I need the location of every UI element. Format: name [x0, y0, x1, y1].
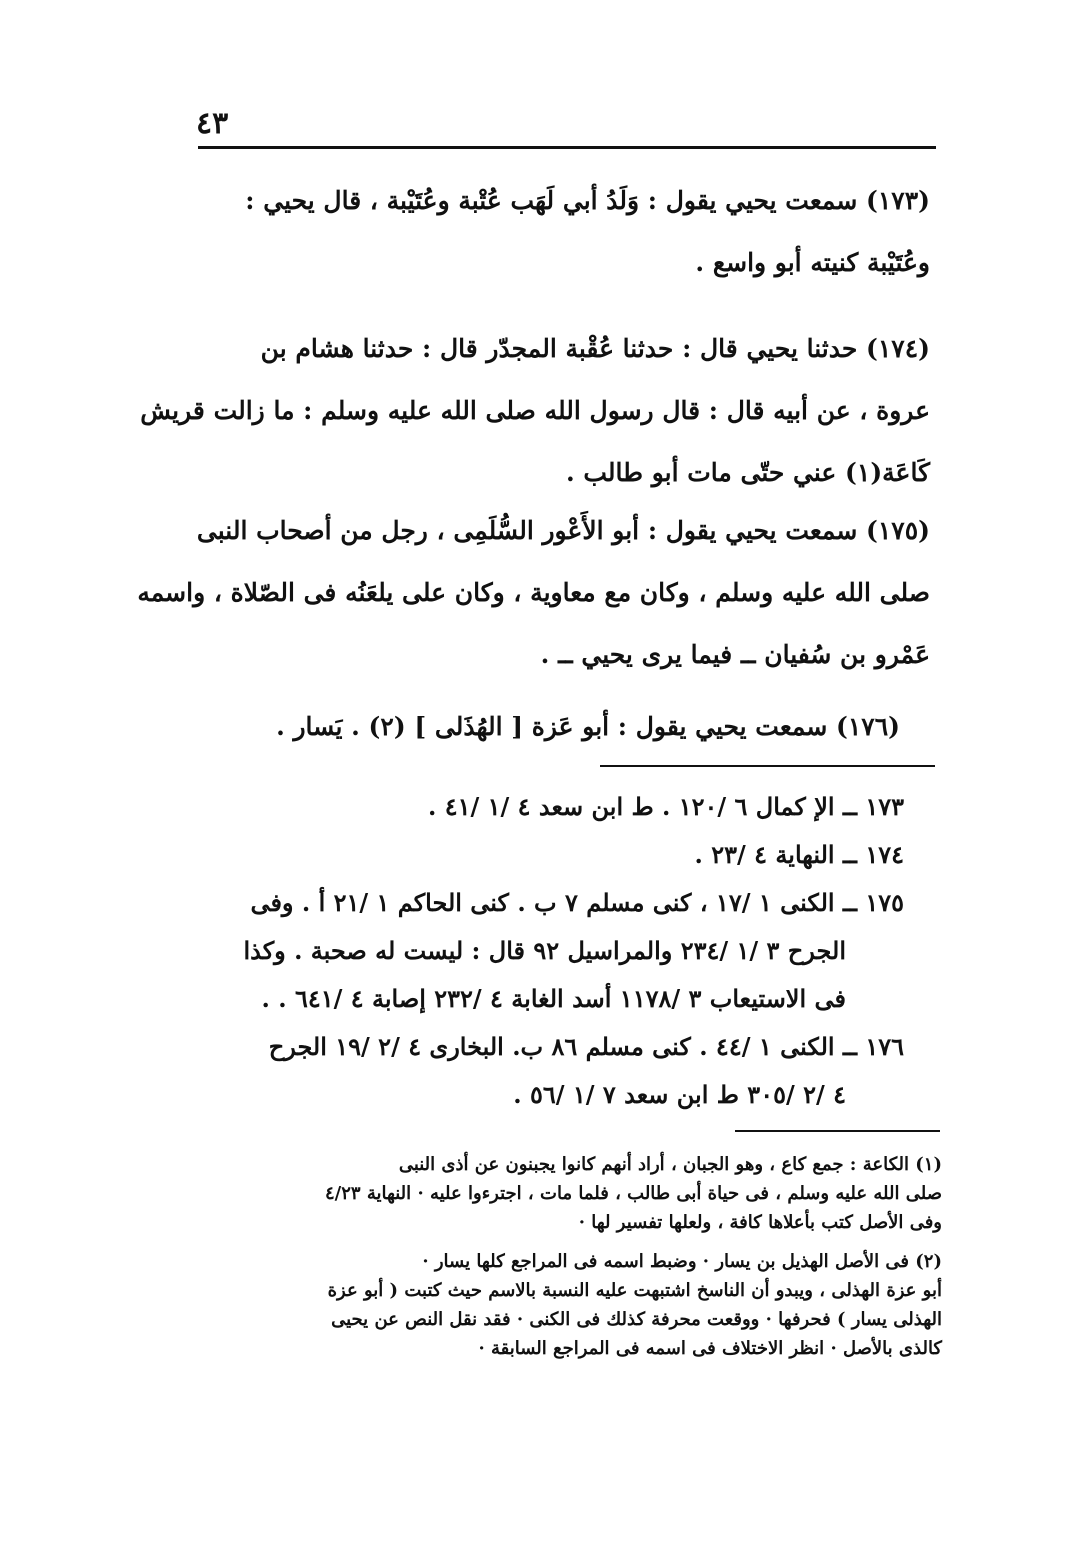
hadith-line: وعُتَيْبة كنيته أبو واسع . [695, 248, 930, 277]
footnote-line: (١) الكاعة : جمع كاع ، وهو الجبان ، أراد أنهم كانوا يجبنون عن أذى النبى [398, 1154, 942, 1175]
footnote-1 [192, 1150, 942, 1237]
reference-176 [194, 1023, 904, 1119]
hadith-line: كَاعَة(١) عني حتّى مات أبو طالب . [565, 458, 930, 487]
reference-line: ١٧٤ ــ النهاية ٤ /٢٣ . [694, 840, 904, 869]
hadith-line: (١٧٦) سمعت يحيي يقول : أبو عَزة [ الهُذَلى ] (٢) . يَسار . [276, 712, 900, 741]
reference-line: الجرح ٣ /١ /٢٣٤ والمراسيل ٩٢ قال : ليست له صحبة . وكذا [243, 936, 846, 965]
footnote-line: كالذى بالأصل · انظر الاختلاف فى اسمه فى المراجع السابقة · [478, 1338, 942, 1359]
reference-line: ١٧٥ ــ الكنى ١ /١٧ ، كنى مسلم ٧ ب . كنى الحاكم ١ /٢١ أ . وفى [250, 888, 904, 917]
header-rule [198, 146, 936, 149]
footnote-line: وفى الأصل كتب بأعلاها كافة ، ولعلها تفسير لها · [578, 1212, 942, 1233]
reference-173 [194, 783, 904, 831]
reference-line: فى الاستيعاب ٣ /١١٧٨ أسد الغابة ٤ /٢٣٢ إصابة ٤ /٦٤١ . . [261, 984, 846, 1013]
footnotes [192, 1150, 942, 1373]
hadith-line: عروة ، عن أبيه قال : قال رسول الله صلى الله عليه وسلم : ما زالت قريش [140, 396, 930, 425]
footnote-2 [192, 1247, 942, 1363]
page-number: ٤٣ [196, 106, 229, 141]
hadith-173 [200, 170, 930, 294]
reference-174 [194, 831, 904, 879]
footnote-line: (٢) فى الأصل الهذيل بن يسار · وضبط اسمه فى المراجع كلها يسار · [422, 1251, 942, 1272]
hadith-line: (١٧٣) سمعت يحيي يقول : وَلَدُ أبي لَهَب عُتْبة وعُتَيْبة ، قال يحيي : [245, 186, 930, 215]
reference-175 [194, 879, 904, 1023]
footnote-line: صلى الله عليه وسلم ، فى حياة أبى طالب ، فلما مات ، اجترءوا عليه · النهاية ٤/٢٣ [324, 1183, 942, 1204]
footnote-divider [735, 1130, 940, 1132]
hadith-174 [140, 318, 930, 504]
reference-line: ٤ /٢ /٣٠٥ ط ابن سعد ٧ /١ /٥٦ . [513, 1080, 846, 1109]
hadith-line: (١٧٤) حدثنا يحيي قال : حدثنا عُقْبة المجدّر قال : حدثنا هشام بن [260, 334, 930, 363]
reference-line: ١٧٦ ــ الكنى ١ /٤٤ . كنى مسلم ٨٦ ب. البخارى ٤ /٢ /١٩ الجرح [268, 1032, 904, 1061]
hadith-176 [200, 696, 900, 758]
hadith-line: (١٧٥) سمعت يحيي يقول : أبو الأَعْور السُّلَمِى ، رجل من أصحاب النبى [196, 516, 930, 545]
reference-line: ١٧٣ ــ الإ كمال ٦ /١٢٠ . ط ابن سعد ٤ /١ /٤١ . [427, 792, 904, 821]
references-divider [600, 765, 935, 767]
hadith-line: صلى الله عليه وسلم ، وكان مع معاوية ، وكان على يلعَنُه فى الصّلاة ، واسمه [137, 578, 930, 607]
hadith-line: عَمْرو بن سُفيان ــ فيما يرى يحيي ــ . [540, 640, 930, 669]
hadith-175 [137, 500, 930, 686]
footnote-line: الهذلى يسار ) فحرفها · ووقعت محرفة كذلك فى الكنى · فقد نقل النص عن يحيى [331, 1309, 942, 1330]
references-list [194, 783, 904, 1119]
footnote-line: أبو عزة الهذلى ، ويبدو أن الناسخ اشتبهت عليه النسبة بالاسم حيث كتبت ( أبو عزة [327, 1280, 942, 1301]
